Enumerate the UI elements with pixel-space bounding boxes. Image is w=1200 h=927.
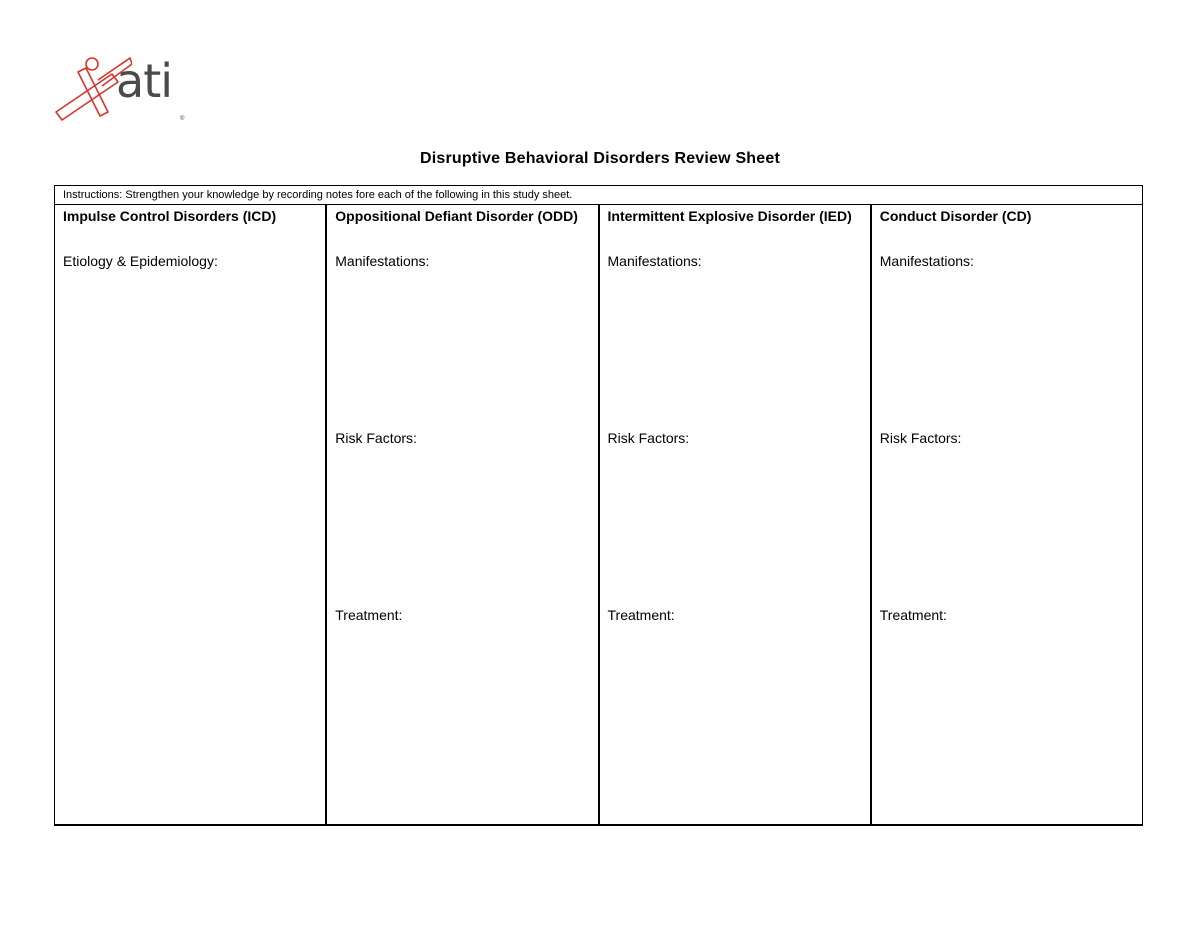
manifestations-label: Manifestations: bbox=[607, 253, 702, 269]
column-cd[interactable] bbox=[872, 205, 1142, 824]
treatment-label: Treatment: bbox=[607, 607, 675, 623]
risk-factors-label: Risk Factors: bbox=[607, 430, 690, 446]
column-heading: Conduct Disorder (CD) bbox=[879, 208, 1032, 224]
risk-factors-label: Risk Factors: bbox=[879, 430, 962, 446]
ati-logo bbox=[52, 50, 192, 132]
logo-registered-mark: ® bbox=[180, 116, 185, 122]
page-title: Disruptive Behavioral Disorders Review Sheet bbox=[419, 150, 781, 167]
risk-factors-label: Risk Factors: bbox=[335, 430, 417, 446]
column-heading: Intermittent Explosive Disorder (IED) bbox=[607, 208, 852, 224]
treatment-label: Treatment: bbox=[879, 607, 947, 623]
column-icd[interactable] bbox=[55, 205, 327, 824]
manifestations-label: Manifestations: bbox=[879, 253, 974, 269]
column-heading: Impulse Control Disorders (ICD) bbox=[63, 208, 277, 224]
logo-wordmark: ati bbox=[116, 54, 173, 108]
review-table bbox=[54, 185, 1143, 826]
treatment-label: Treatment: bbox=[335, 607, 403, 623]
column-ied[interactable] bbox=[600, 205, 872, 824]
manifestations-label: Manifestations: bbox=[335, 253, 430, 269]
etiology-label: Etiology & Epidemiology: bbox=[63, 253, 218, 269]
instructions-row: Instructions: Strengthen your knowledge by recording notes fore each of the following in this study sheet. bbox=[55, 186, 1142, 205]
columns-row bbox=[55, 205, 1142, 824]
column-heading: Oppositional Defiant Disorder (ODD) bbox=[335, 208, 578, 224]
column-odd[interactable] bbox=[327, 205, 599, 824]
